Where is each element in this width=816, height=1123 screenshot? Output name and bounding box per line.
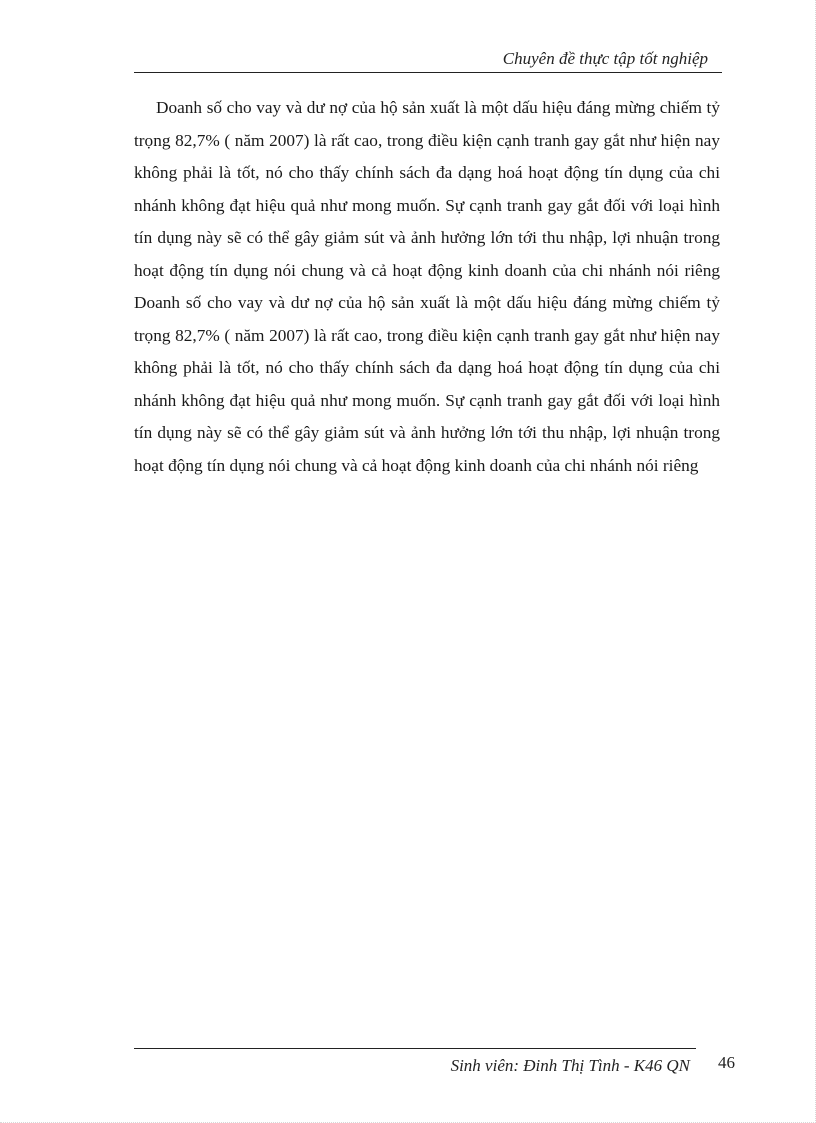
page-header: [134, 48, 722, 73]
footer-author: Sinh viên: Đinh Thị Tình - K46 QN: [450, 1056, 690, 1075]
body-text: [134, 92, 720, 482]
header-title: Chuyên đề thực tập tốt nghiệp: [502, 49, 708, 68]
page-number: 46: [718, 1053, 735, 1072]
page-footer: [134, 1048, 696, 1075]
body-paragraph: Doanh số cho vay và dư nợ của hộ sản xuất là một dấu hiệu đáng mừng chiếm tỷ trọng 82,7% ( năm 2007) là rất cao, trong điều kiện cạnh tranh gay gắt như hiện nay không phải là tốt, nó cho thấy chính sách đa dạng hoá hoạt động tín dụng của chi nhánh không đạt hiệu quả như mong muốn. Sự cạnh tranh gay gắt đối với loại hình tín dụng này sẽ có thể gây giảm sút và ảnh hưởng lớn tới thu nhập, lợi nhuận trong hoạt động tín dụng nói chung và cả hoạt động kinh doanh của chi nhánh nói riêng Doanh số cho vay và dư nợ của hộ sản xuất là một dấu hiệu đáng mừng chiếm tỷ trọng 82,7% ( năm 2007) là rất cao, trong điều kiện cạnh tranh gay gắt như hiện nay không phải là tốt, nó cho thấy chính sách đa dạng hoá hoạt động tín dụng của chi nhánh không đạt hiệu quả như mong muốn. Sự cạnh tranh gay gắt đối với loại hình tín dụng này sẽ có thể gây giảm sút và ảnh hưởng lớn tới thu nhập, lợi nhuận trong hoạt động tín dụng nói chung và cả hoạt động kinh doanh của chi nhánh nói riêng: [134, 98, 720, 475]
